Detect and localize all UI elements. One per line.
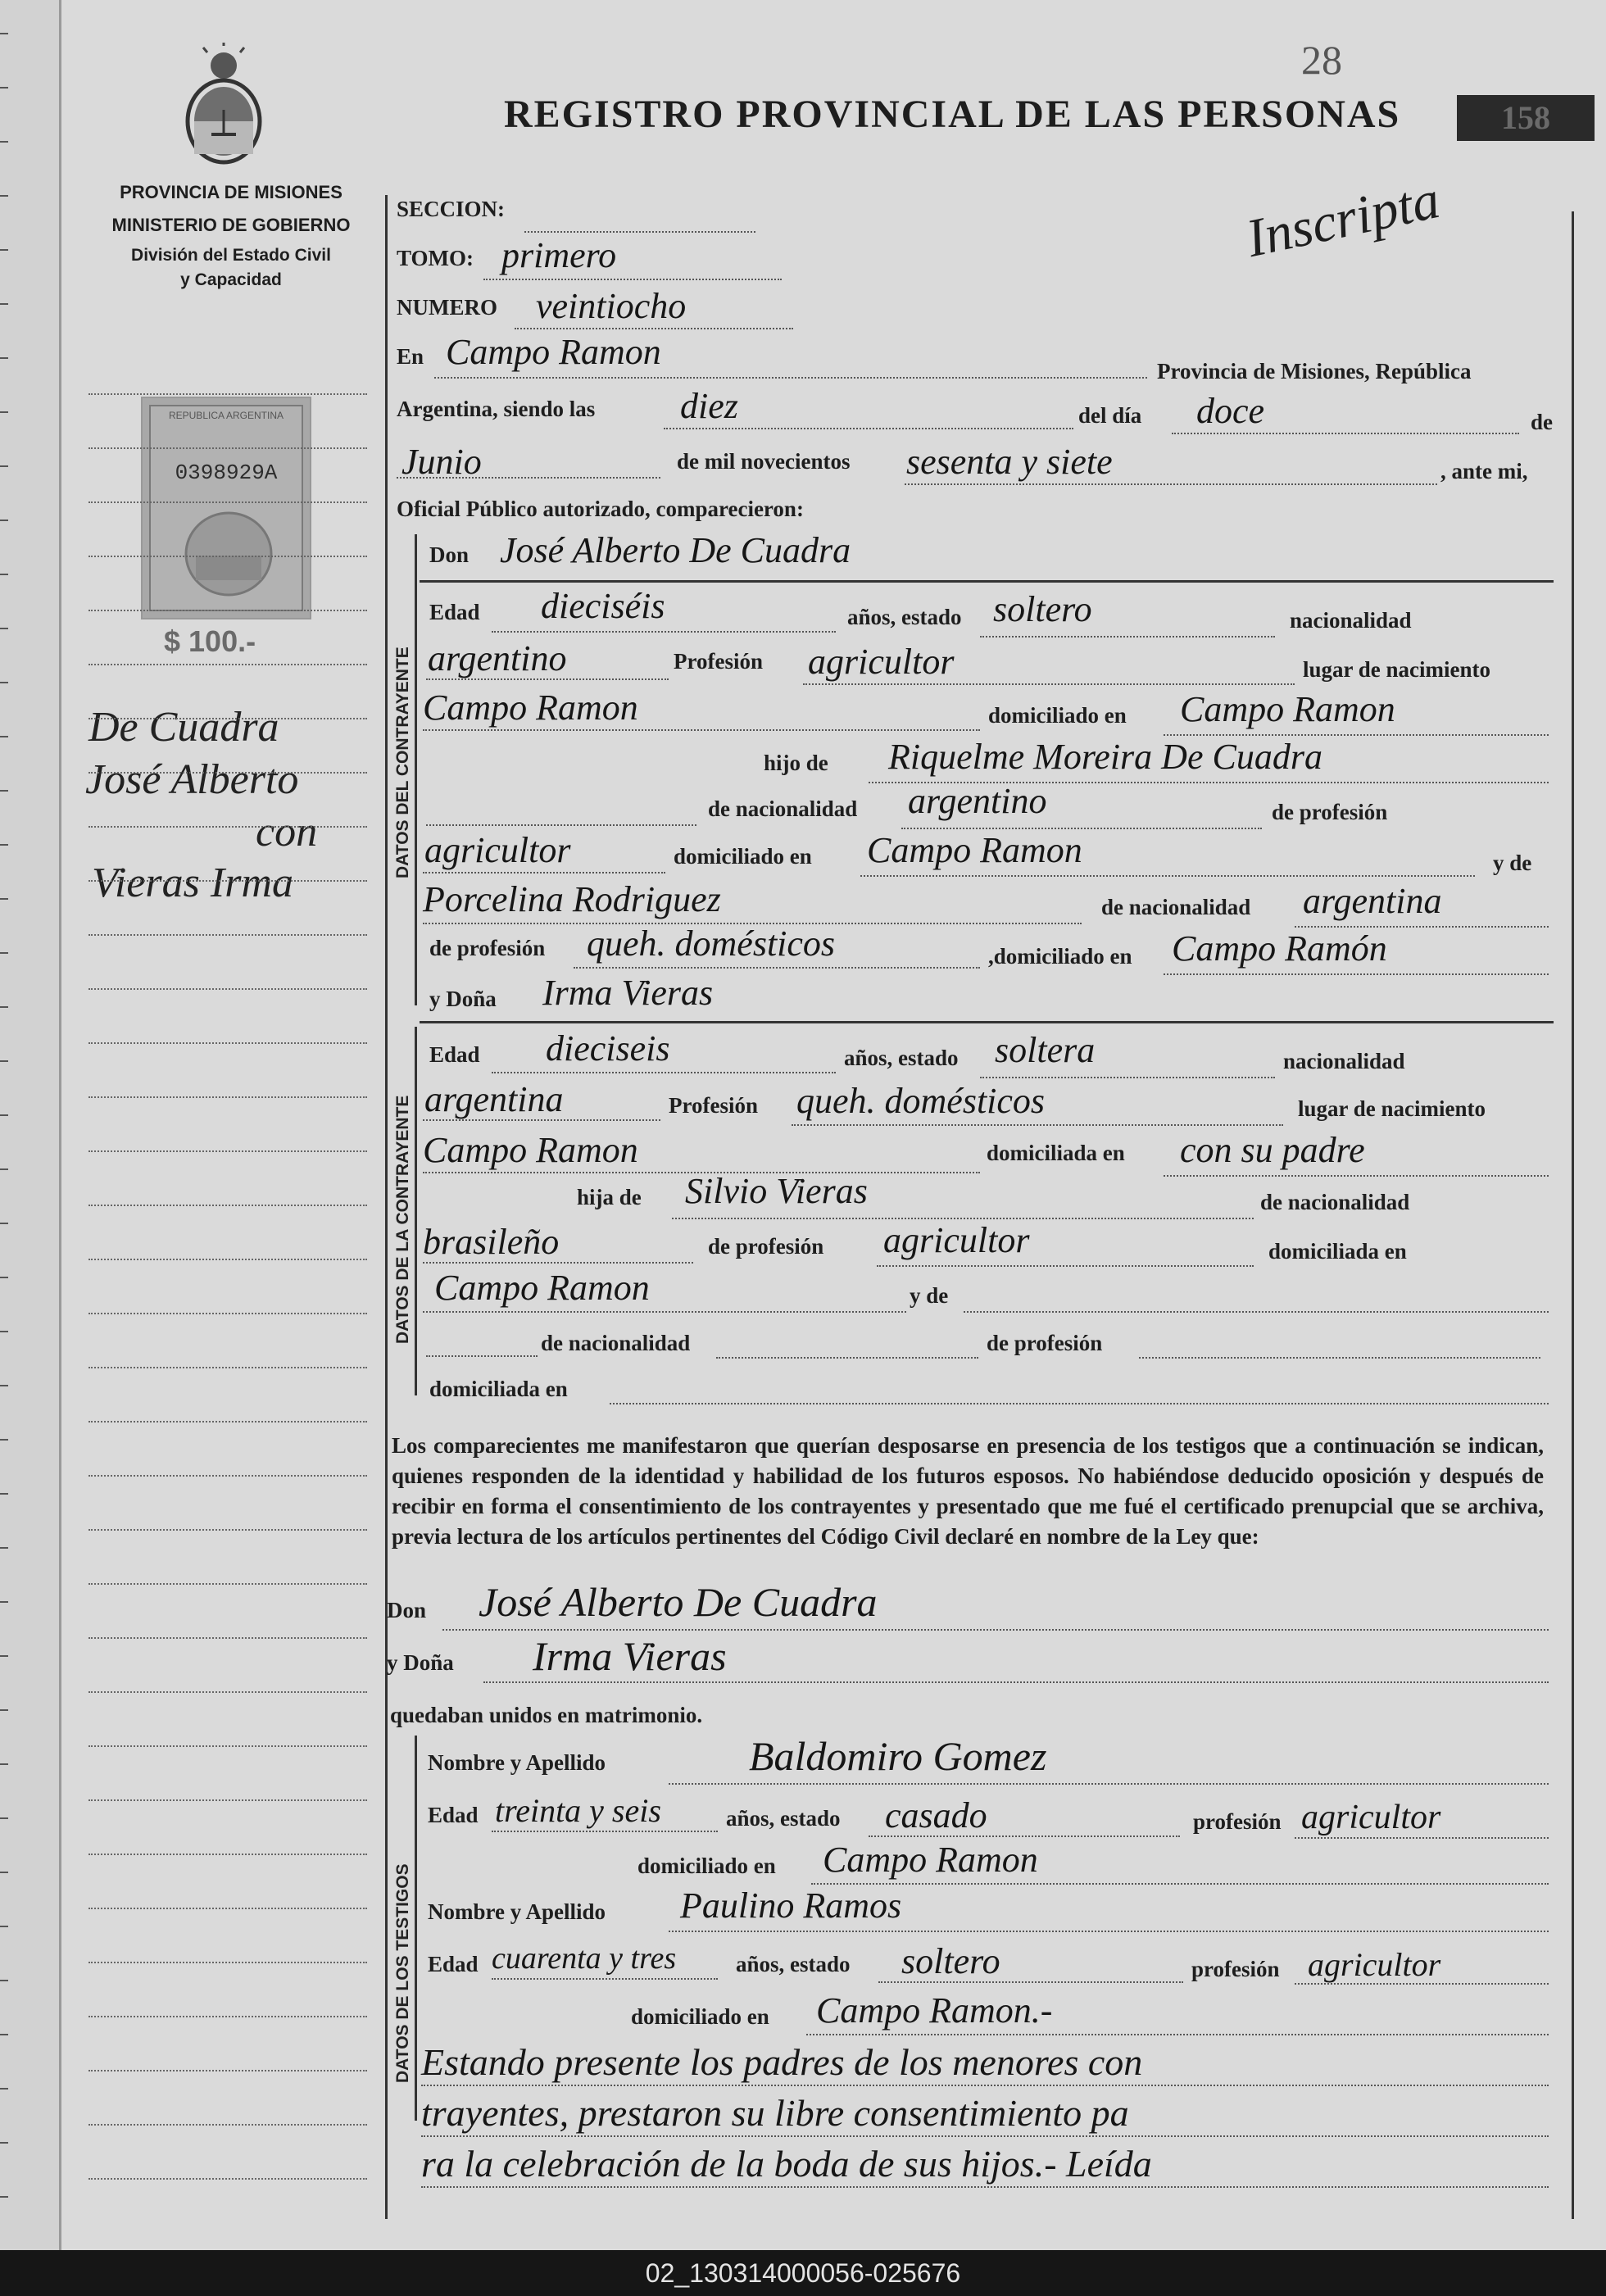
binding-tick xyxy=(0,1114,8,1116)
bride-anos-label: años, estado xyxy=(844,1046,959,1070)
binding-tick xyxy=(0,1980,8,1981)
groom-mother-nac-label: de nacionalidad xyxy=(1101,895,1251,919)
margin-note-line-4: Vieras Irma xyxy=(92,860,294,906)
margin-rule xyxy=(88,2016,367,2017)
mes-line xyxy=(397,477,660,479)
groom-name-rule xyxy=(420,580,1554,583)
bride-lugar-nac-label: lugar de nacimiento xyxy=(1298,1096,1486,1121)
witness2-name-line xyxy=(669,1931,1549,1932)
margin-rule xyxy=(88,2124,367,2126)
bride-dona-label: y Doña xyxy=(429,987,497,1011)
form-right-rule xyxy=(1572,211,1574,2219)
groom-domiciliado-label: domiciliado en xyxy=(988,703,1127,728)
margin-rule xyxy=(88,501,367,503)
revenue-stamp xyxy=(141,397,311,619)
witness2-age-line xyxy=(492,1978,718,1980)
bride-father-domicile: Campo Ramon xyxy=(434,1268,650,1308)
note-line-3-rule xyxy=(421,2186,1549,2188)
bride-profession-line xyxy=(792,1124,1283,1126)
groom-profession: agricultor xyxy=(808,642,955,682)
margin-rule xyxy=(88,1745,367,1747)
binding-tick xyxy=(0,898,8,900)
binding-tick xyxy=(0,1006,8,1008)
binding-tick xyxy=(0,411,8,413)
groom-domicile: Campo Ramon xyxy=(1180,689,1395,729)
binding-tick xyxy=(0,736,8,737)
groom-birthplace: Campo Ramon xyxy=(423,687,638,728)
groom-birthplace-line xyxy=(423,729,980,731)
note-line-3: ra la celebración de la boda de sus hijos.- Leída xyxy=(421,2143,1152,2185)
witness1-domicile: Campo Ramon xyxy=(823,1840,1038,1880)
de-label: de xyxy=(1531,410,1553,434)
numero-value: veintiocho xyxy=(536,286,687,326)
bride-father-nationality-line xyxy=(423,1262,693,1264)
groom-father-dom-label: domiciliado en xyxy=(674,844,812,869)
witness2-age: cuarenta y tres xyxy=(492,1941,677,1976)
margin-rule xyxy=(88,1313,367,1314)
declaration-bride: Irma Vieras xyxy=(533,1633,727,1679)
note-line-1: Estando presente los padres de los menores con xyxy=(421,2041,1143,2083)
groom-section-rule xyxy=(415,534,417,1005)
groom-mother-nationality: argentina xyxy=(1303,881,1442,921)
groom-lugar-nac-label: lugar de nacimiento xyxy=(1303,657,1490,682)
declaration-groom-line xyxy=(442,1629,1549,1631)
groom-nationality-line xyxy=(426,678,669,680)
bride-name-rule xyxy=(420,1021,1554,1023)
bride-father-prof-label: de profesión xyxy=(708,1234,824,1259)
bride-domicile-line xyxy=(1164,1175,1549,1177)
groom-mother-profession-line xyxy=(574,967,980,969)
anio-line xyxy=(905,483,1437,485)
bride-mother-line xyxy=(964,1311,1549,1313)
bride-mother-prof-label: de profesión xyxy=(987,1331,1103,1355)
stamp-frame xyxy=(149,405,303,611)
hora-value: diez xyxy=(680,386,738,426)
margin-rule xyxy=(88,447,367,449)
binding-tick xyxy=(0,1439,8,1441)
witness1-profession: agricultor xyxy=(1301,1799,1441,1836)
binding-tick xyxy=(0,2034,8,2035)
document-title: REGISTRO PROVINCIAL DE LAS PERSONAS xyxy=(504,93,1401,136)
form-left-rule xyxy=(385,195,388,2219)
witness2-dom-label: domiciliado en xyxy=(631,2004,769,2029)
margin-rule xyxy=(88,1205,367,1206)
coat-of-arms-icon xyxy=(179,43,269,166)
witness2-prof-label: profesión xyxy=(1191,1957,1280,1981)
note-line-2-rule xyxy=(421,2135,1549,2137)
groom-don-label: Don xyxy=(429,542,470,567)
lugar-value: Campo Ramon xyxy=(446,332,661,372)
margin-rule xyxy=(88,2178,367,2180)
witness2-profession-line xyxy=(1295,1983,1549,1985)
binding-tick xyxy=(0,1060,8,1062)
witness1-prof-label: profesión xyxy=(1193,1809,1282,1834)
binding-tick xyxy=(0,1277,8,1278)
binding-strip xyxy=(0,0,61,2250)
binding-tick xyxy=(0,1547,8,1549)
binding-tick xyxy=(0,574,8,575)
margin-rule xyxy=(88,1637,367,1639)
groom-mother-domicile-line xyxy=(1164,973,1549,975)
binding-tick xyxy=(0,1709,8,1711)
groom-nacionalidad-label: nacionalidad xyxy=(1290,608,1412,633)
declaration-dona-label: y Doña xyxy=(387,1650,454,1675)
binding-tick xyxy=(0,1385,8,1386)
groom-father: Riquelme Moreira De Cuadra xyxy=(888,737,1322,777)
groom-name: José Alberto De Cuadra xyxy=(500,530,851,570)
registration-signature: Inscripta xyxy=(1241,170,1445,269)
binding-tick xyxy=(0,952,8,954)
witnesses-section-label: DATOS DE LOS TESTIGOS xyxy=(393,1863,412,2083)
binding-tick xyxy=(0,1763,8,1765)
witness1-name-line xyxy=(669,1783,1549,1785)
dia-value: doce xyxy=(1196,391,1265,431)
witness1-anos-label: años, estado xyxy=(726,1806,841,1831)
binding-tick xyxy=(0,2196,8,2198)
hora-line xyxy=(664,428,1073,429)
margin-rule xyxy=(88,1583,367,1585)
margin-rule xyxy=(88,1475,367,1477)
image-id-footer: 02_130314000056-025676 xyxy=(0,2250,1606,2296)
margin-rule xyxy=(88,1150,367,1152)
del-dia-label: del día xyxy=(1078,403,1142,428)
bride-father-profession: agricultor xyxy=(883,1220,1030,1260)
witness2-status-line xyxy=(878,1981,1183,1983)
margin-rule xyxy=(88,1529,367,1531)
bride-age-line xyxy=(492,1072,836,1073)
bride-father-dom-label: domiciliada en xyxy=(1268,1239,1407,1264)
witness2-edad-label: Edad xyxy=(428,1952,479,1976)
binding-tick xyxy=(0,195,8,197)
witness2-domicile: Campo Ramon.- xyxy=(816,1990,1053,2031)
institution-line-2: MINISTERIO DE GOBIERNO xyxy=(111,215,351,235)
numero-line xyxy=(515,328,793,329)
groom-mother-prof-label: de profesión xyxy=(429,936,546,960)
bride-father-nac-label: de nacionalidad xyxy=(1260,1190,1410,1214)
margin-rule xyxy=(88,880,367,882)
witness1-status-line xyxy=(869,1835,1180,1837)
margin-note-line-1: De Cuadra xyxy=(88,704,279,751)
witness2-domicile-line xyxy=(806,2034,1549,2035)
groom-father-domicile: Campo Ramon xyxy=(867,830,1082,870)
binding-tick xyxy=(0,2142,8,2144)
margin-rule xyxy=(88,1908,367,1909)
margin-rule xyxy=(88,988,367,990)
bride-father-profession-line xyxy=(877,1265,1254,1267)
lugar-line xyxy=(434,377,1147,379)
oficial-label: Oficial Público autorizado, comparecieron: xyxy=(397,497,804,521)
bride-father-nationality: brasileño xyxy=(423,1222,560,1262)
bride-civil-status: soltera xyxy=(995,1030,1096,1070)
bride-nationality-line xyxy=(423,1119,660,1121)
groom-anos-label: años, estado xyxy=(847,605,962,629)
margin-rule xyxy=(88,1421,367,1423)
witness1-name: Baldomiro Gomez xyxy=(749,1733,1047,1779)
bride-profession: queh. domésticos xyxy=(796,1081,1046,1121)
witness1-age: treinta y seis xyxy=(495,1792,661,1829)
binding-tick xyxy=(0,1223,8,1224)
declaration-text: Los comparecientes me manifestaron que querían desposarse en presencia de los testigos que a continuación se indican, quienes responden de la identidad y habilidad de los futuros esposos. No habiéndose deducido oposición y después de recibir en forma el consentimiento de los contrayentes y presentado que me fué el certificado prenupcial que se archiva, previa lectura de los artículos pertinentes del Código Civil declaré en nombre de la Ley que: xyxy=(392,1433,1544,1549)
margin-rule xyxy=(88,826,367,828)
bride-name: Irma Vieras xyxy=(542,973,714,1013)
witness1-age-line xyxy=(492,1831,718,1832)
bride-y-de-label: y de xyxy=(910,1283,949,1308)
stamp-header: REPUBLICA ARGENTINA xyxy=(168,410,284,421)
binding-tick xyxy=(0,628,8,629)
mes-value: Junio xyxy=(402,442,482,482)
tomo-value: primero xyxy=(501,235,617,275)
binding-tick xyxy=(0,2088,8,2090)
declaration-don-label: Don xyxy=(387,1598,427,1622)
institution-line-1: PROVINCIA DE MISIONES xyxy=(120,182,343,202)
bride-edad-label: Edad xyxy=(429,1042,480,1067)
margin-rule xyxy=(88,1691,367,1693)
groom-status-line xyxy=(980,636,1275,638)
act-number-badge: 158 xyxy=(1457,95,1595,141)
margin-rule xyxy=(88,718,367,719)
binding-tick xyxy=(0,141,8,143)
anio-value: sesenta y siete xyxy=(906,442,1113,482)
witness1-name-label: Nombre y Apellido xyxy=(428,1750,606,1775)
bride-mother-domicile-line xyxy=(610,1403,1549,1404)
stamp-price: $ 100.- xyxy=(164,624,256,658)
groom-mother-domicile: Campo Ramón xyxy=(1172,928,1387,969)
binding-tick xyxy=(0,303,8,305)
groom-father-profession-line xyxy=(423,872,665,873)
margin-rule xyxy=(88,1799,367,1801)
groom-y-de-label: y de xyxy=(1493,851,1532,875)
numero-label: NUMERO xyxy=(397,295,497,320)
binding-tick xyxy=(0,1168,8,1170)
de-mil-label: de mil novecientos xyxy=(677,449,851,474)
declaration-groom: José Alberto De Cuadra xyxy=(479,1579,878,1625)
groom-section-label: DATOS DEL CONTRAYENTE xyxy=(393,647,412,878)
matrimonio-label: quedaban unidos en matrimonio. xyxy=(390,1703,703,1727)
en-label: En xyxy=(397,344,424,369)
groom-father-domicile-line xyxy=(860,875,1475,877)
groom-hijo-de-label: hijo de xyxy=(764,751,828,775)
groom-mother: Porcelina Rodriguez xyxy=(423,879,721,919)
binding-tick xyxy=(0,1601,8,1603)
groom-profession-line xyxy=(803,683,1295,685)
groom-age: dieciséis xyxy=(541,586,665,626)
declaration-bride-line xyxy=(483,1681,1549,1683)
groom-father-pre-line xyxy=(426,824,696,826)
bride-profesion-label: Profesión xyxy=(669,1093,758,1118)
bride-mother-profession-line xyxy=(1139,1357,1540,1359)
binding-tick xyxy=(0,790,8,792)
witness1-dom-label: domiciliado en xyxy=(637,1854,776,1878)
ante-mi-label: , ante mi, xyxy=(1440,459,1528,483)
binding-tick xyxy=(0,87,8,88)
margin-note-line-2: José Alberto xyxy=(85,756,299,803)
witness1-domicile-line xyxy=(811,1883,1549,1885)
binding-tick xyxy=(0,682,8,683)
tomo-label: TOMO: xyxy=(397,246,474,270)
margin-rule xyxy=(88,1096,367,1098)
tomo-line xyxy=(483,279,782,280)
groom-father-prof-label: de profesión xyxy=(1272,800,1388,824)
margin-rule xyxy=(88,934,367,936)
dia-line xyxy=(1172,433,1519,434)
bride-age: dieciseis xyxy=(546,1028,670,1069)
margin-rule xyxy=(88,772,367,774)
binding-tick xyxy=(0,465,8,467)
groom-profesion-label: Profesión xyxy=(674,649,763,674)
bride-mother-nac-label: de nacionalidad xyxy=(541,1331,691,1355)
groom-nationality: argentino xyxy=(428,638,567,678)
bride-section-rule xyxy=(415,1027,417,1395)
bride-domiciliada-label: domiciliada en xyxy=(987,1141,1125,1165)
margin-rule xyxy=(88,2070,367,2071)
margin-rule xyxy=(88,393,367,395)
bride-birthplace: Campo Ramon xyxy=(423,1130,638,1170)
note-line-1-rule xyxy=(421,2085,1549,2086)
margin-rule xyxy=(88,556,367,557)
bride-nacionalidad-label: nacionalidad xyxy=(1283,1049,1405,1073)
provincia-label: Provincia de Misiones, República xyxy=(1157,359,1472,383)
groom-civil-status: soltero xyxy=(993,589,1092,629)
binding-tick xyxy=(0,1872,8,1873)
bride-domicile: con su padre xyxy=(1180,1130,1365,1170)
witness2-status: soltero xyxy=(901,1941,1000,1981)
groom-mother-profession: queh. domésticos xyxy=(587,923,836,964)
stamp-serial: 0398929A xyxy=(175,461,278,485)
bride-hija-de-label: hija de xyxy=(577,1185,642,1209)
bride-mother-pre-line xyxy=(426,1355,538,1357)
witness2-name-label: Nombre y Apellido xyxy=(428,1899,606,1924)
binding-tick xyxy=(0,1655,8,1657)
bride-nationality: argentina xyxy=(424,1079,564,1119)
binding-tick xyxy=(0,33,8,34)
bride-mother-nationality-line xyxy=(716,1357,978,1359)
binding-tick xyxy=(0,844,8,846)
groom-mother-dom-label: ,domiciliado en xyxy=(988,944,1132,969)
margin-rule xyxy=(88,1962,367,1963)
witness2-anos-label: años, estado xyxy=(736,1952,851,1976)
margin-rule xyxy=(88,1042,367,1044)
margin-rule xyxy=(88,1367,367,1368)
note-line-2: trayentes, prestaron su libre consentimiento pa xyxy=(421,2092,1129,2134)
institution-line-4: y Capacidad xyxy=(180,270,282,289)
bride-status-line xyxy=(980,1077,1275,1078)
siendo-las-label: Argentina, siendo las xyxy=(397,397,596,421)
stamp-emblem-icon xyxy=(175,505,282,603)
margin-rule xyxy=(88,1259,367,1260)
groom-father-nac-label: de nacionalidad xyxy=(708,796,858,821)
binding-tick xyxy=(0,1331,8,1332)
binding-tick xyxy=(0,249,8,251)
bride-section-label: DATOS DE LA CONTRAYENTE xyxy=(393,1095,412,1344)
binding-tick xyxy=(0,357,8,359)
witnesses-section-rule xyxy=(415,1736,417,2121)
binding-tick xyxy=(0,520,8,521)
institution-line-3: División del Estado Civil xyxy=(131,246,331,265)
witness1-status: casado xyxy=(885,1795,987,1835)
groom-age-line xyxy=(492,631,836,633)
groom-father-nationality: argentino xyxy=(908,781,1047,821)
witness2-name: Paulino Ramos xyxy=(680,1885,902,1926)
bride-mother-dom-label: domiciliada en xyxy=(429,1377,568,1401)
binding-tick xyxy=(0,1926,8,1927)
margin-rule xyxy=(88,664,367,665)
groom-edad-label: Edad xyxy=(429,600,480,624)
binding-tick xyxy=(0,1493,8,1495)
margin-note-line-3: con xyxy=(256,809,318,855)
groom-father-profession: agricultor xyxy=(424,830,571,870)
bride-father: Silvio Vieras xyxy=(685,1171,868,1211)
witness2-profession: agricultor xyxy=(1308,1946,1441,1983)
seccion-label: SECCION: xyxy=(397,197,506,221)
witness1-edad-label: Edad xyxy=(428,1803,479,1827)
page-number: 28 xyxy=(1301,37,1342,83)
margin-rule xyxy=(88,610,367,611)
binding-tick xyxy=(0,1817,8,1819)
bride-father-domicile-line xyxy=(423,1311,906,1313)
witness1-profession-line xyxy=(1295,1837,1549,1839)
margin-rule xyxy=(88,1854,367,1855)
seccion-line xyxy=(524,231,755,233)
